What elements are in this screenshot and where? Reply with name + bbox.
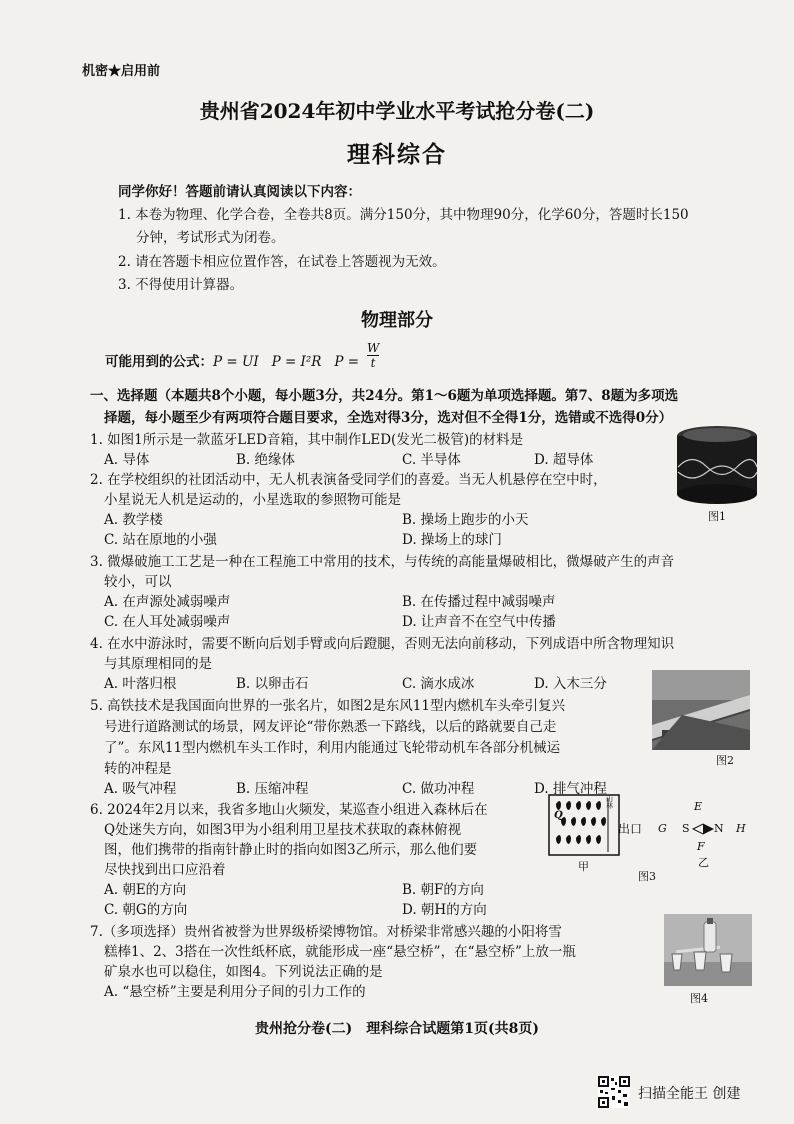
figure-3-exit-label: 出口 xyxy=(618,822,643,836)
formula-1: P = UI xyxy=(213,354,259,370)
q4-stem-line1: 4. 在水中游泳时，需要不断向后划手臂或向后蹬腿，否则无法向前移动，下列成语中所含物理知识 xyxy=(90,636,675,652)
formula-2: P = I²R xyxy=(271,354,322,370)
q5-option-d: D. 排气冲程 xyxy=(534,781,607,797)
confidential-label: 机密★启用前 xyxy=(82,64,161,79)
formula-3-lhs: P = xyxy=(334,354,360,370)
q2-stem-line2: 小星说无人机是运动的，小星选取的参照物可能是 xyxy=(104,492,401,508)
formula-3-fraction xyxy=(367,342,379,370)
figure-2-train-photo xyxy=(652,670,750,750)
figure-3-tree-label: 山林 xyxy=(606,795,613,810)
q3-option-d: D. 让声音不在空气中传播 xyxy=(402,614,556,630)
q3-option-b: B. 在传播过程中减弱噪声 xyxy=(402,594,556,610)
q5-stem-line1: 5. 高铁技术是我国面向世界的一张名片，如图2是东风11型内燃机车头牵引复兴 xyxy=(90,698,565,714)
q4-option-a: A. 叶落归根 xyxy=(104,676,177,692)
figure-3-n-label: N xyxy=(714,822,724,835)
notice-greeting: 同学你好！答题前请认真阅读以下内容： xyxy=(118,184,361,200)
q3-stem-line2: 较小，可以 xyxy=(104,574,172,590)
figure-3-f-label: F xyxy=(697,840,705,853)
q5-stem-line2: 号进行道路测试的场景，网友评论“带你熟悉一下路线，以后的路就要自己走 xyxy=(104,719,557,735)
q1-option-b: B. 绝缘体 xyxy=(236,452,296,468)
figure-3-caption: 图3 xyxy=(638,870,656,883)
figure-3-q-label: Q xyxy=(554,810,563,821)
q4-stem-line2: 与其原理相同的是 xyxy=(104,656,212,672)
part1-instructions-line1: 一、选择题（本题共8个小题，每小题3分，共24分。第1～6题为单项选择题。第7、8题为多项选 xyxy=(90,388,679,404)
q5-stem-line4: 转的冲程是 xyxy=(104,761,172,777)
q3-stem-line1: 3. 微爆破施工工艺是一种在工程施工中常用的技术，与传统的高能量爆破相比，微爆破产生的声音 xyxy=(90,554,675,570)
figure-3-g-label: G xyxy=(658,822,667,835)
figure-1-speaker xyxy=(672,422,762,504)
formula-3-denominator: t xyxy=(370,356,376,370)
q6-option-c: C. 朝G的方向 xyxy=(104,902,188,918)
q5-option-b: B. 压缩冲程 xyxy=(236,781,309,797)
exam-title: 贵州省2024年初中学业水平考试抢分卷(二) xyxy=(199,99,595,123)
scanner-watermark-text: 扫描全能王 创建 xyxy=(638,1086,741,1102)
q4-option-c: C. 滴水成冰 xyxy=(402,676,475,692)
formula-label: 可能用到的公式： xyxy=(105,354,213,370)
notice-item-3: 3. 不得使用计算器。 xyxy=(118,277,244,293)
q1-option-d: D. 超导体 xyxy=(534,452,594,468)
part1-instructions-line2: 择题，每小题至少有两项符合题目要求，全选对得3分，选对但不全得1分，选错或不选得0分） xyxy=(104,410,673,426)
q1-option-c: C. 半导体 xyxy=(402,452,461,468)
q7-option-a: A. “悬空桥”主要是利用分子间的引力工作的 xyxy=(104,984,366,1000)
notice-item-1-cont: 分钟，考试形式为闭卷。 xyxy=(136,230,285,246)
q6-stem-line3: 图，他们携带的指南针静止时的指向如图3乙所示，那么他们要 xyxy=(104,842,478,858)
q2-stem-line1: 2. 在学校组织的社团活动中，无人机表演备受同学们的喜爱。当无人机悬停在空中时， xyxy=(90,472,607,488)
notice-item-1: 1. 本卷为物理、化学合卷，全卷共8页。满分150分，其中物理90分，化学60分，答题时长150 xyxy=(118,207,689,223)
figure-3-yi-label: 乙 xyxy=(698,856,709,869)
q6-option-b: B. 朝F的方向 xyxy=(402,882,484,898)
q6-stem-line1: 6. 2024年2月以来，我省多地山火频发，某巡查小组进入森林后在 xyxy=(90,802,488,818)
q5-option-a: A. 吸气冲程 xyxy=(104,781,177,797)
figure-4-bridge-photo xyxy=(664,914,752,986)
q3-option-c: C. 在人耳处减弱噪声 xyxy=(104,614,231,630)
page-footer: 贵州抢分卷(二) 理科综合试题第1页(共8页) xyxy=(255,1021,539,1037)
q2-option-a: A. 教学楼 xyxy=(104,512,163,528)
figure-4-caption: 图4 xyxy=(690,992,708,1005)
q1-stem: 1. 如图1所示是一款蓝牙LED音箱，其中制作LED(发光二极管)的材料是 xyxy=(90,432,524,448)
figure-3-s-label: S xyxy=(682,822,690,835)
exam-subtitle: 理科综合 xyxy=(347,141,447,168)
q1-option-a: A. 导体 xyxy=(104,452,150,468)
q7-stem-line1: 7.（多项选择）贵州省被誉为世界级桥梁博物馆。对桥梁非常感兴趣的小阳将雪 xyxy=(90,924,562,940)
q2-option-d: D. 操场上的球门 xyxy=(402,532,502,548)
figure-2-caption: 图2 xyxy=(716,754,734,767)
q2-option-c: C. 站在原地的小强 xyxy=(104,532,217,548)
figure-1-caption: 图1 xyxy=(708,510,726,523)
q7-stem-line3: 矿泉水也可以稳住，如图4。下列说法正确的是 xyxy=(104,964,383,980)
q7-stem-line2: 糕棒1、2、3搭在一次性纸杯底，就能形成一座“悬空桥”，在“悬空桥”上放一瓶 xyxy=(104,944,576,960)
formula-3-numerator: W xyxy=(367,341,380,355)
q5-option-c: C. 做功冲程 xyxy=(402,781,475,797)
q4-option-d: D. 入木三分 xyxy=(534,676,607,692)
q2-option-b: B. 操场上跑步的小天 xyxy=(402,512,529,528)
q6-stem-line4: 尽快找到出口应沿着 xyxy=(104,862,226,878)
q5-stem-line3: 了”。东风11型内燃机车头工作时，利用内能通过飞轮带动机车各部分机械运 xyxy=(104,740,561,756)
figure-3-jia-label: 甲 xyxy=(578,860,589,873)
q6-stem-line2: Q处迷失方向，如图3甲为小组利用卫星技术获取的森林俯视 xyxy=(104,822,462,838)
q6-option-d: D. 朝H的方向 xyxy=(402,902,487,918)
figure-3-compass-needle xyxy=(692,823,714,835)
qr-code-icon xyxy=(598,1076,630,1108)
q6-option-a: A. 朝E的方向 xyxy=(104,882,187,898)
formula-row xyxy=(105,350,359,370)
notice-item-2: 2. 请在答题卡相应位置作答，在试卷上答题视为无效。 xyxy=(118,254,446,270)
q3-option-a: A. 在声源处减弱噪声 xyxy=(104,594,231,610)
q4-option-b: B. 以卵击石 xyxy=(236,676,309,692)
section-title: 物理部分 xyxy=(361,310,433,331)
figure-3-h-label: H xyxy=(736,822,746,835)
figure-3-e-label: E xyxy=(694,800,703,813)
